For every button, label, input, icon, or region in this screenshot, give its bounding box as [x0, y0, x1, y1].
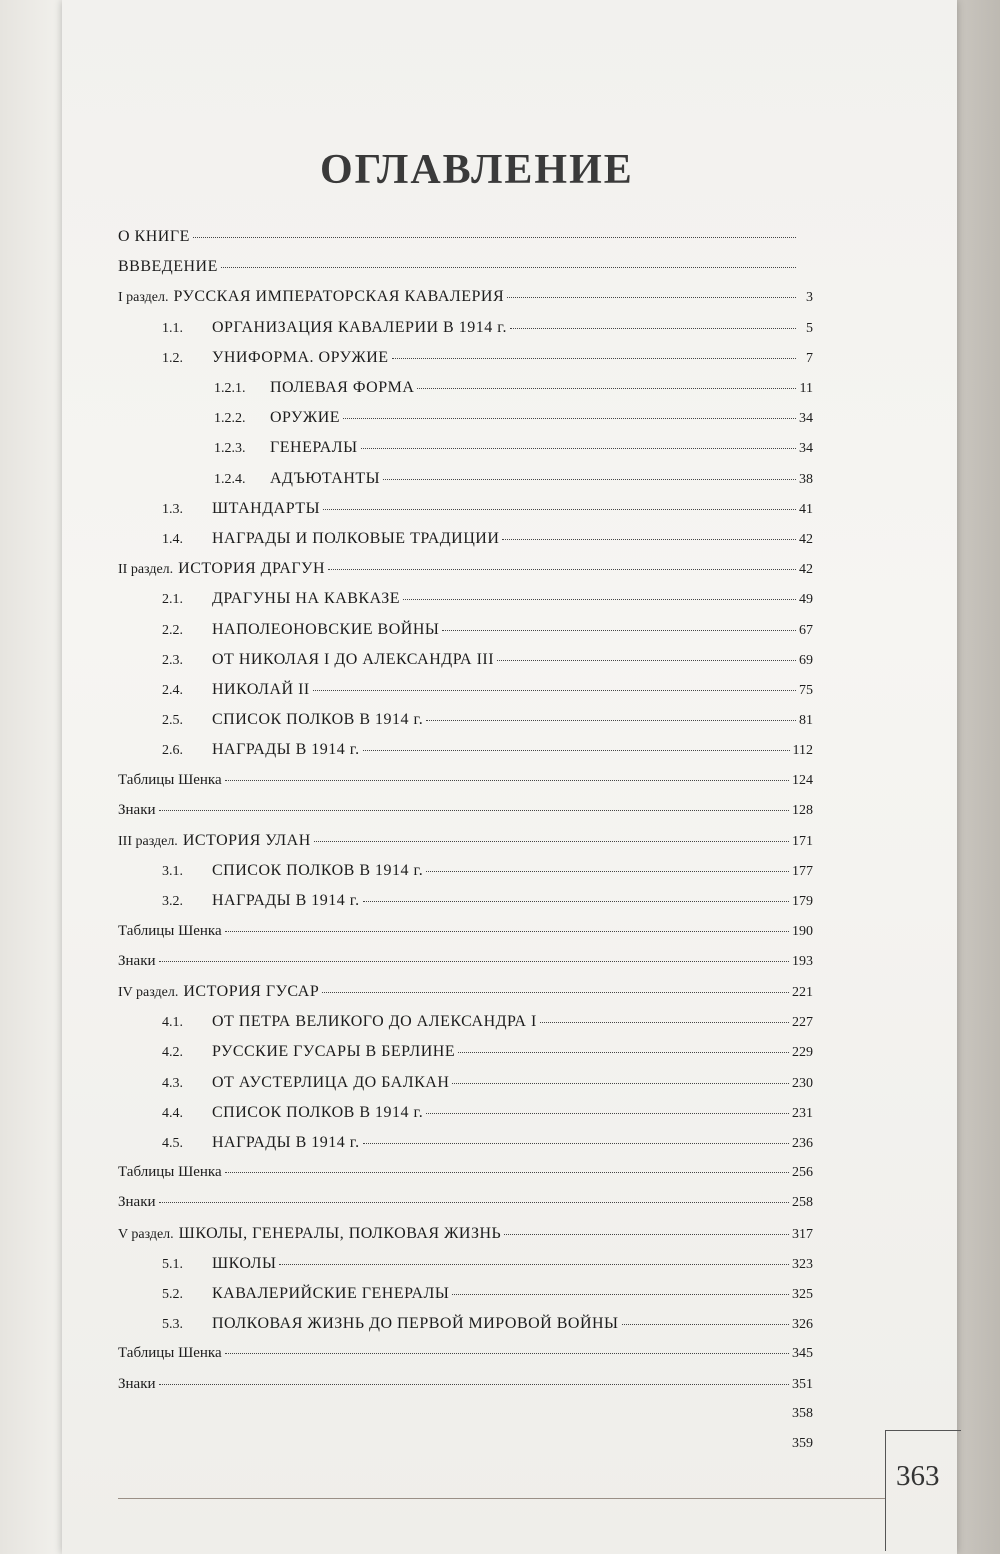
toc-entry-title: НАГРАДЫ И ПОЛКОВЫЕ ТРАДИЦИИ: [212, 530, 500, 547]
toc-dot-leader: [502, 539, 796, 540]
toc-entry-title: СПИСОК ПОЛКОВ В 1914 г.: [212, 862, 424, 879]
toc-dot-leader: [159, 810, 789, 811]
toc-dot-leader: [510, 328, 796, 329]
page-title: ОГЛАВЛЕНИЕ: [320, 147, 634, 193]
toc-entry-title: НИКОЛАЙ II: [212, 681, 310, 698]
toc-entry-page: 236: [792, 1136, 813, 1151]
toc-entry-number: 5.3.: [162, 1317, 183, 1332]
toc-dot-leader: [392, 358, 796, 359]
toc-entry-title: ОРГАНИЗАЦИЯ КАВАЛЕРИИ В 1914 г.: [212, 319, 507, 336]
toc-entry-title: О КНИГЕ: [118, 228, 190, 245]
toc-entry-page: 325: [792, 1287, 813, 1302]
toc-entry-number: 2.3.: [162, 653, 183, 668]
toc-entry-page: 34: [799, 411, 813, 426]
toc-entry-number: 1.1.: [162, 321, 183, 336]
toc-entry-number: 1.3.: [162, 502, 183, 517]
toc-dot-leader: [507, 297, 796, 298]
toc-entry: [162, 651, 813, 669]
toc-entry: [214, 470, 813, 488]
toc-dot-leader: [225, 780, 789, 781]
toc-entry-title: ОТ НИКОЛАЯ I ДО АЛЕКСАНДРА III: [212, 651, 495, 668]
toc-entry-page: 7: [806, 351, 813, 366]
toc-dot-leader: [540, 1022, 789, 1023]
toc-entry-title: ВВВЕДЕНИЕ: [118, 258, 218, 275]
toc-entry-page: 193: [792, 954, 813, 969]
toc-entry-title: ШКОЛЫ: [212, 1255, 277, 1272]
toc-entry-number: 5.1.: [162, 1257, 183, 1272]
toc-entry: [162, 590, 813, 608]
toc-entry: [162, 1013, 813, 1031]
toc-dot-leader: [159, 961, 789, 962]
toc-dot-leader: [426, 871, 789, 872]
toc-entry-section-prefix: IV раздел.: [118, 985, 179, 1000]
toc-entry-title: СПИСОК ПОЛКОВ В 1914 г.: [212, 711, 424, 728]
toc-dot-leader: [221, 267, 796, 268]
toc-entry-title: НАГРАДЫ В 1914 г.: [212, 892, 360, 909]
toc-entry-page: 3: [806, 290, 813, 305]
toc-dot-leader: [225, 1353, 789, 1354]
toc-entry: [162, 1074, 813, 1092]
toc-entry-number: 1.2.: [162, 351, 183, 366]
toc-entry-title: Таблицы Шенка: [118, 1164, 222, 1180]
toc-entry-number: 2.2.: [162, 623, 183, 638]
toc-entry-title: Знаки: [118, 1194, 156, 1210]
toc-entry-title: Таблицы Шенка: [118, 1345, 222, 1361]
toc-entry-page: 326: [792, 1317, 813, 1332]
toc-entry: [162, 319, 813, 337]
toc-entry-page: 358: [792, 1406, 813, 1421]
toc-entry-number: 4.2.: [162, 1045, 183, 1060]
toc-dot-leader: [504, 1234, 789, 1235]
toc-entry-page: 5: [806, 321, 813, 336]
toc-entry: [162, 1255, 813, 1273]
toc-entry-number: 1.2.2.: [214, 411, 246, 426]
toc-dot-leader: [322, 992, 789, 993]
toc-entry-page: 38: [799, 472, 813, 487]
toc-entry-page: 49: [799, 592, 813, 607]
toc-dot-leader: [361, 448, 796, 449]
toc-entry-section-prefix: III раздел.: [118, 834, 178, 849]
toc-entry: [162, 530, 813, 548]
previous-page-edge: [0, 0, 70, 1554]
toc-entry: [118, 983, 813, 1001]
toc-dot-leader: [313, 690, 796, 691]
toc-entry: [162, 349, 813, 367]
toc-entry-page: 112: [792, 743, 813, 758]
toc-entry-title: РУССКАЯ ИМПЕРАТОРСКАЯ КАВАЛЕРИЯ: [173, 288, 505, 305]
toc-entry: [162, 500, 813, 518]
toc-entry: [118, 923, 813, 940]
toc-dot-leader: [458, 1052, 789, 1053]
toc-entry-title: Знаки: [118, 953, 156, 969]
toc-entry-number: 4.4.: [162, 1106, 183, 1121]
toc-entry-title: НАПОЛЕОНОВСКИЕ ВОЙНЫ: [212, 621, 440, 638]
toc-entry-page: 230: [792, 1076, 813, 1091]
toc-entry-page: 323: [792, 1257, 813, 1272]
toc-dot-leader: [622, 1324, 789, 1325]
toc-entry: [162, 892, 813, 910]
toc-entry-title: Таблицы Шенка: [118, 772, 222, 788]
toc-entry: [118, 802, 813, 819]
toc-entry-page: 42: [799, 532, 813, 547]
toc-entry: [118, 288, 813, 306]
toc-entry: [214, 439, 813, 457]
toc-dot-leader: [279, 1264, 789, 1265]
toc-dot-leader: [403, 599, 796, 600]
toc-entry-page: 128: [792, 803, 813, 818]
toc-dot-leader: [225, 1172, 789, 1173]
toc-dot-leader: [452, 1083, 789, 1084]
toc-entry-page: 190: [792, 924, 813, 939]
toc-entry-page: 81: [799, 713, 813, 728]
toc-entry: [162, 1285, 813, 1303]
toc-entry-title: СПИСОК ПОЛКОВ В 1914 г.: [212, 1104, 424, 1121]
toc-entry-page: 317: [792, 1227, 813, 1242]
toc-entry-number: 4.5.: [162, 1136, 183, 1151]
toc-entry-section-prefix: II раздел.: [118, 562, 174, 577]
toc-entry-page: 179: [792, 894, 813, 909]
toc-entry: [118, 772, 813, 789]
toc-entry-number: 1.2.4.: [214, 472, 246, 487]
toc-entry-page: 177: [792, 864, 813, 879]
toc-entry: [162, 621, 813, 639]
bottom-rule: [118, 1498, 885, 1499]
toc-entry-title: ДРАГУНЫ НА КАВКАЗЕ: [212, 590, 401, 607]
toc-entry-number: 2.1.: [162, 592, 183, 607]
toc-entry: [118, 1164, 813, 1181]
toc-entry: [118, 1436, 813, 1452]
toc-entry-section-prefix: V раздел.: [118, 1227, 174, 1242]
toc-entry: [118, 258, 813, 276]
toc-entry-number: 3.2.: [162, 894, 183, 909]
toc-entry-number: 2.6.: [162, 743, 183, 758]
toc-entry: [118, 228, 813, 246]
toc-entry-page: 11: [799, 381, 813, 396]
toc-entry-number: 3.1.: [162, 864, 183, 879]
toc-entry: [162, 1315, 813, 1333]
toc-dot-leader: [452, 1294, 789, 1295]
toc-entry-title: ШКОЛЫ, ГЕНЕРАЛЫ, ПОЛКОВАЯ ЖИЗНЬ: [178, 1225, 502, 1242]
toc-dot-leader: [363, 750, 790, 751]
toc-entry-number: 1.2.1.: [214, 381, 246, 396]
toc-entry-title: ШТАНДАРТЫ: [212, 500, 321, 517]
toc-dot-leader: [442, 630, 796, 631]
toc-entry-title: ОТ ПЕТРА ВЕЛИКОГО ДО АЛЕКСАНДРА I: [212, 1013, 537, 1030]
toc-entry-title: НАГРАДЫ В 1914 г.: [212, 741, 360, 758]
toc-entry-number: 5.2.: [162, 1287, 183, 1302]
toc-entry: [118, 1225, 813, 1243]
toc-entry: [162, 741, 813, 759]
toc-entry: [118, 832, 813, 850]
toc-entry: [162, 862, 813, 880]
toc-dot-leader: [193, 237, 796, 238]
toc-entry-title: НАГРАДЫ В 1914 г.: [212, 1134, 360, 1151]
toc-entry-number: 1.4.: [162, 532, 183, 547]
toc-entry: [162, 681, 813, 699]
toc-entry: [118, 1376, 813, 1393]
toc-dot-leader: [426, 720, 796, 721]
toc-entry-title: ОТ АУСТЕРЛИЦА ДО БАЛКАН: [212, 1074, 450, 1091]
toc-dot-leader: [363, 901, 789, 902]
toc-entry-page: 34: [799, 441, 813, 456]
toc-entry-page: 41: [799, 502, 813, 517]
toc-entry-title: Знаки: [118, 1376, 156, 1392]
toc-entry-page: 229: [792, 1045, 813, 1060]
toc-entry: [118, 1406, 813, 1422]
toc-dot-leader: [363, 1143, 789, 1144]
toc-entry-title: ПОЛЕВАЯ ФОРМА: [270, 379, 415, 396]
toc-entry: [162, 1043, 813, 1061]
toc-entry-number: 4.3.: [162, 1076, 183, 1091]
toc-entry-title: ПОЛКОВАЯ ЖИЗНЬ ДО ПЕРВОЙ МИРОВОЙ ВОЙНЫ: [212, 1315, 619, 1332]
toc-dot-leader: [497, 660, 796, 661]
toc-entry-section-prefix: I раздел.: [118, 290, 169, 305]
toc-entry-title: УНИФОРМА. ОРУЖИЕ: [212, 349, 389, 366]
toc-entry: [118, 560, 813, 578]
toc-entry-title: АДЪЮТАНТЫ: [270, 470, 381, 487]
toc-entry: [214, 379, 813, 397]
toc-entry-page: 75: [799, 683, 813, 698]
toc-entry-title: ГЕНЕРАЛЫ: [270, 439, 358, 456]
toc-entry: [162, 711, 813, 729]
toc-entry-page: 67: [799, 623, 813, 638]
toc-entry-page: 221: [792, 985, 813, 1000]
toc-dot-leader: [159, 1202, 789, 1203]
toc-dot-leader: [343, 418, 796, 419]
toc-dot-leader: [383, 479, 796, 480]
toc-entry-title: ИСТОРИЯ ДРАГУН: [178, 560, 326, 577]
toc-dot-leader: [225, 931, 789, 932]
toc-entry-page: 345: [792, 1346, 813, 1361]
toc-dot-leader: [328, 569, 796, 570]
toc-entry-title: КАВАЛЕРИЙСКИЕ ГЕНЕРАЛЫ: [212, 1285, 450, 1302]
toc-entry-page: 69: [799, 653, 813, 668]
toc-entry-page: 359: [792, 1436, 813, 1451]
toc-entry-page: 258: [792, 1195, 813, 1210]
toc-entry-number: 4.1.: [162, 1015, 183, 1030]
toc-entry-page: 171: [792, 834, 813, 849]
toc-dot-leader: [159, 1384, 789, 1385]
toc-dot-leader: [314, 841, 789, 842]
toc-entry: [162, 1104, 813, 1122]
toc-entry-number: 2.4.: [162, 683, 183, 698]
toc-entry-page: 42: [799, 562, 813, 577]
toc-entry-page: 227: [792, 1015, 813, 1030]
toc-entry: [118, 1194, 813, 1211]
toc-entry: [162, 1134, 813, 1152]
toc-entry-page: 231: [792, 1106, 813, 1121]
toc-entry: [118, 953, 813, 970]
toc-dot-leader: [323, 509, 796, 510]
toc-dot-leader: [417, 388, 796, 389]
toc-entry-title: Таблицы Шенка: [118, 923, 222, 939]
toc-entry-page: 256: [792, 1165, 813, 1180]
toc-entry-page: 351: [792, 1377, 813, 1392]
toc-entry-title: РУССКИЕ ГУСАРЫ В БЕРЛИНЕ: [212, 1043, 456, 1060]
toc-entry: [214, 409, 813, 427]
toc-dot-leader: [426, 1113, 789, 1114]
toc-entry-title: ОРУЖИЕ: [270, 409, 341, 426]
toc-entry-title: ИСТОРИЯ ГУСАР: [183, 983, 320, 1000]
toc-entry: [118, 1345, 813, 1362]
toc-entry-title: ИСТОРИЯ УЛАН: [182, 832, 311, 849]
toc-entry-title: Знаки: [118, 802, 156, 818]
toc-entry-page: 124: [792, 773, 813, 788]
toc-entry-number: 2.5.: [162, 713, 183, 728]
page-number: 363: [896, 1460, 940, 1492]
toc-entry-number: 1.2.3.: [214, 441, 246, 456]
